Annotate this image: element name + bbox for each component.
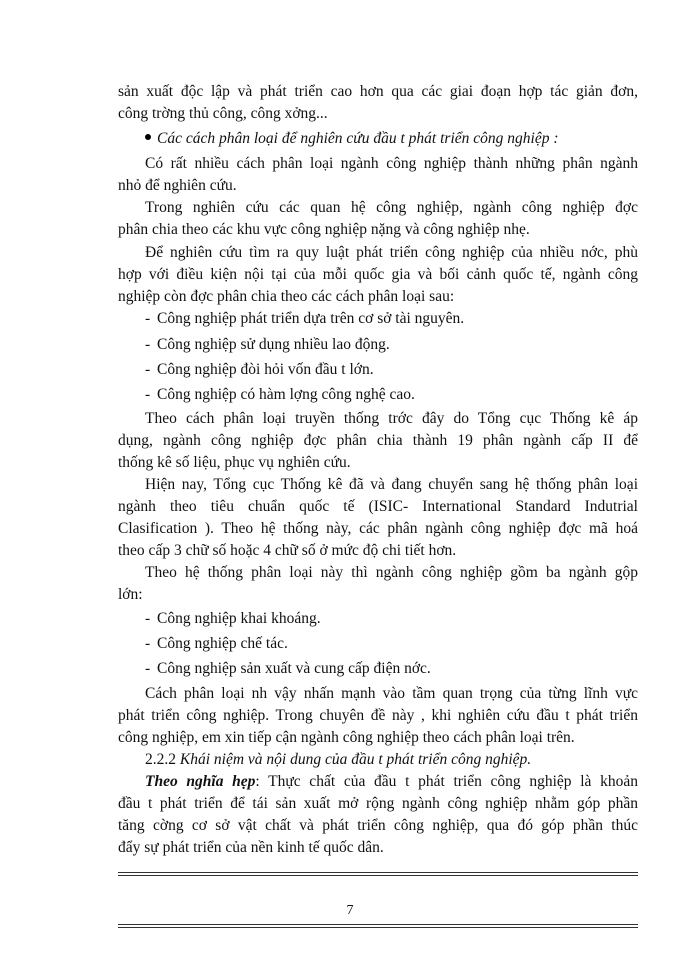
bullet-icon [145,134,151,140]
text-line: đẩy sự phát triển của nền kinh tế quốc dân. [118,839,384,856]
text-line: nghiệp còn đợc phân chia theo các cách phân loại sau: [118,288,455,305]
text-line: theo cấp 3 chữ số hoặc 4 chữ số ở mức độ chi tiết hơn. [118,542,457,559]
list-item: - Công nghiệp có hàm lợng công nghệ cao. [145,386,415,403]
list-item: - Công nghiệp phát triển dựa trên cơ sở tài nguyên. [145,310,465,327]
text-line: nhỏ để nghiên cứu. [118,177,237,194]
text-line: thống kê số liệu, phục vụ nghiên cứu. [118,454,351,471]
text-line: phân chia theo các khu vực công nghiệp nặng và công nghiệp nhẹ. [118,221,530,238]
list-item: - Công nghiệp đòi hỏi vốn đầu t lớn. [145,361,374,378]
list-item: - Công nghiệp chế tác. [145,635,288,652]
text-line: Để nghiên cứu tìm ra quy luật phát triển công nghiệp của nhiều nớc, phù [145,244,638,261]
text-line: Clasification ). Theo hệ thống này, các phân ngành công nghiệp đợc mã hoá [118,520,638,537]
text-line: Có rất nhiều cách phân loại ngành công nghiệp thành những phân ngành [145,155,638,172]
text-line: lớn: [118,586,143,603]
footer-rule [118,927,638,928]
page-number: 7 [346,903,354,918]
list-item: - Công nghiệp sản xuất và cung cấp điện nớc. [145,660,431,677]
text-line: Theo cách phân loại truyền thống trớc đây do Tổng cục Thống kê áp [145,410,638,427]
text-line: tăng cờng cơ sở vật chất và phát triển công nghiệp, qua đó góp phần thúc [118,817,638,834]
text-line: hợp với điều kiện nội tại của mỗi quốc gia và bối cảnh quốc tế, ngành công [118,266,638,283]
text-line: Hiện nay, Tổng cục Thống kê đã và đang chuyển sang hệ thống phân loại [145,476,638,493]
footer-rule [118,872,638,873]
definition-line: Theo nghĩa hẹp: Thực chất của đầu t phát triển công nghiệp là khoản [145,773,639,790]
footer-rule [118,875,638,876]
text-line: dụng, ngành công nghiệp đợc phân chia thành 19 phân ngành cấp II để [118,432,638,449]
text-line: công trờng thủ công, công xởng... [118,105,328,122]
text-line: Cách phân loại nh vậy nhấn mạnh vào tầm quan trọng của từng lĩnh vực [145,685,638,702]
section-heading: Các cách phân loại để nghiên cứu đầu t phát triển công nghiệp : [145,129,645,149]
definition-term: Theo nghĩa hẹp [145,773,256,790]
subsection-heading [145,750,665,770]
text-line: đầu t phát triển để tái sản xuất mở rộng ngành công nghiệp nhằm góp phần [118,795,638,812]
subsection-title: Khái niệm và nội dung của đầu t phát triển công nghiệp. [179,751,532,768]
text-line: phát triển công nghiệp. Trong chuyên đề này , khi nghiên cứu đầu t phát triển [118,707,638,724]
text-line: Theo hệ thống phân loại này thì ngành công nghiệp gồm ba ngành gộp [145,564,638,581]
list-item: - Công nghiệp sử dụng nhiều lao động. [145,336,390,353]
section-number: 2.2.2 [145,751,176,768]
footer-rule [118,924,638,925]
text-line: ngành theo tiêu chuẩn quốc tế (ISIC- International Standard Indutrial [118,498,638,515]
list-item: - Công nghiệp khai khoáng. [145,610,321,627]
text-line: công nghiệp, em xin tiếp cận ngành công nghiệp theo cách phân loại trên. [118,729,575,746]
text-line: sản xuất độc lập và phát triển cao hơn qua các giai đoạn hợp tác giản đơn, [118,83,638,100]
text-line: Trong nghiên cứu các quan hệ công nghiệp, ngành công nghiệp đợc [145,199,638,216]
